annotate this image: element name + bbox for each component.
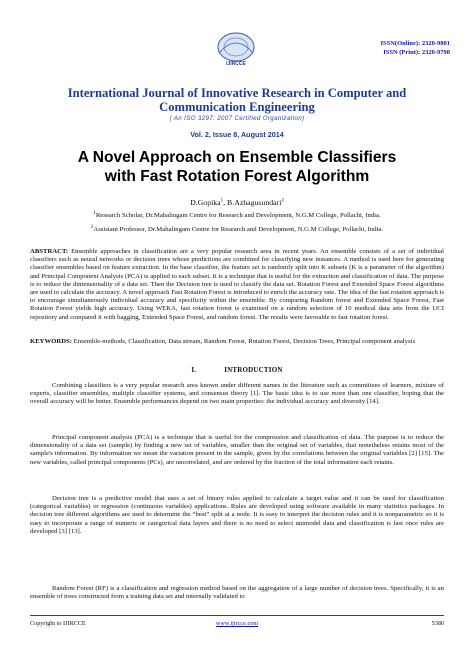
author-2: , B.Azhagusundari [223, 198, 282, 207]
volume-issue: Vol. 2, Issue 8, August 2014 [190, 130, 284, 139]
footer-url-link[interactable]: www.ijircce.com [215, 620, 259, 627]
affiliation-1-text: Research Scholar, Dr.Mahalingam Centre for Research and Development, N.G.M College, Pollachi, India. [95, 212, 381, 219]
footer-copyright: Copyright to IJIRCCE [30, 620, 86, 627]
abstract-label: ABSTRACT: [30, 248, 69, 255]
affiliation-1-sup: 1 [93, 210, 96, 216]
title-line-2: with Fast Rotation Forest Algorithm [104, 168, 370, 185]
section-number: I. [191, 366, 197, 374]
affiliation-1 [30, 211, 444, 220]
section-heading [0, 366, 474, 374]
issn-print: ISSN (Print): 2320-9798 [383, 49, 450, 56]
paragraph-2: Principal component analysis (PCA) is a technique that is useful for the compression and classification of data. The purpose is to reduce the dimensionality of a data set (sample) by finding a new set of variables, smaller than the original set of variables, that nonetheless retains most of the sample's information. By information we mean the variation present in the sample, given by the correlations between the original variables [2] [15]. The new variables, called principal components (PCs), are uncorrelated, and are ordered by the fraction of the total information each retains. [30, 434, 444, 466]
issn-online: ISSN(Online): 2320-9801 [380, 40, 450, 47]
affiliation-2-text: Assistant Professor, Dr.Mahalingam Centre for Research and Development, N.G.M College, Pollachi, India. [93, 226, 384, 233]
journal-logo-icon [210, 30, 262, 68]
paragraph-4: Random Forest (RF) is a classification and regression method based on the aggregation of a large number of decision trees. Specifically, it is an ensemble of trees constructed from a training data set and internally validated to [30, 585, 444, 601]
paragraph-1: Combining classifiers is a very popular research area known under different names in the literature such as committees of learners, mixture of experts, classifier ensembles, multiple classifier systems, and consensus theory [1]. The basic idea is to use more than one classifier, hoping that the overall accuracy will be better. Ensemble performances depend on two main properties: the individual accuracy and diversity [14]. [30, 382, 444, 406]
affiliation-2-sup: 2 [90, 224, 94, 230]
title-line-1: A Novel Approach on Ensemble Classifiers [77, 149, 397, 166]
section-title: INTRODUCTION [224, 366, 283, 374]
keywords [30, 338, 444, 346]
author-1-sup: 1 [220, 198, 224, 204]
logo-text: IJIRCCE [226, 61, 246, 67]
paragraph-3: Decision tree is a predictive model that uses a set of binary rules applied to calculate a target value and it can be used for classification (categorical variables) or regression (continuous variables) applications. Rules are developed using software available in many statistics packages. In decision tree different algorithms are used to determine the “best” split at a node. It is easy to interpret the decision rules and it is nonparametric so it is easy to incorporate a range of numeric or categorical data layers and there is no need to select unimodel data and classification is fast once rules are developed [3] [13]. [30, 495, 444, 535]
keywords-text: Ensemble-methods, Classification, Data stream, Random Forest, Rotation Forest, Decision Trees, Principal component analysis [72, 338, 416, 345]
author-1: D.Gopika [190, 198, 221, 207]
footer-divider [30, 615, 444, 616]
keywords-label: KEYWORDS: [30, 338, 72, 345]
page-number: 5380 [431, 620, 444, 627]
paper-title [20, 148, 454, 186]
affiliation-2 [30, 225, 444, 234]
iso-certification: ( An ISO 3297: 2007 Certified Organization) [169, 115, 305, 122]
abstract-text: Ensemble approaches in classification are a very popular research area in recent years. An ensemble consists of a set of individual classifiers such as neural networks or decision trees whose predictions are combined for classifying new instances. A method is used here for generating classifier ensembles based on feature extraction. In the base classifier, the feature set is randomly split into K subsets (K is a parameter of the algorithm) and Principal Component Analysis (PCA) is applied to each subset. It is a technique that is useful for the extraction and classification of data. The purpose is to reduce the dimensionality of a data set. Then the Decision tree is used to classify the data set. Rotation Forest and Extended Space Forest algorithms are used to calculate the accuracy. A novel approach Fast Rotation Forest is introduced to enrich the accuracy rate. The idea of the fast rotation approach is to encourage simultaneously individual accuracy and specificity within the ensemble. By comparing Random forest and Extended Space Forest, Fast Rotation Forest yields high accuracy. Using WEKA, fast rotation forest is examined on a random selection of 10 medical data sets from the UCI repository and compared it with bagging, Extended Space Forest, and random forest. The results were favorable to fast rotation forest. [30, 248, 444, 321]
journal-name: International Journal of Innovative Research in Computer and Communication Engineering [67, 86, 407, 114]
issn-block [380, 39, 450, 57]
authors [0, 198, 474, 207]
author-2-sup: 2 [281, 198, 284, 204]
abstract [30, 248, 444, 322]
